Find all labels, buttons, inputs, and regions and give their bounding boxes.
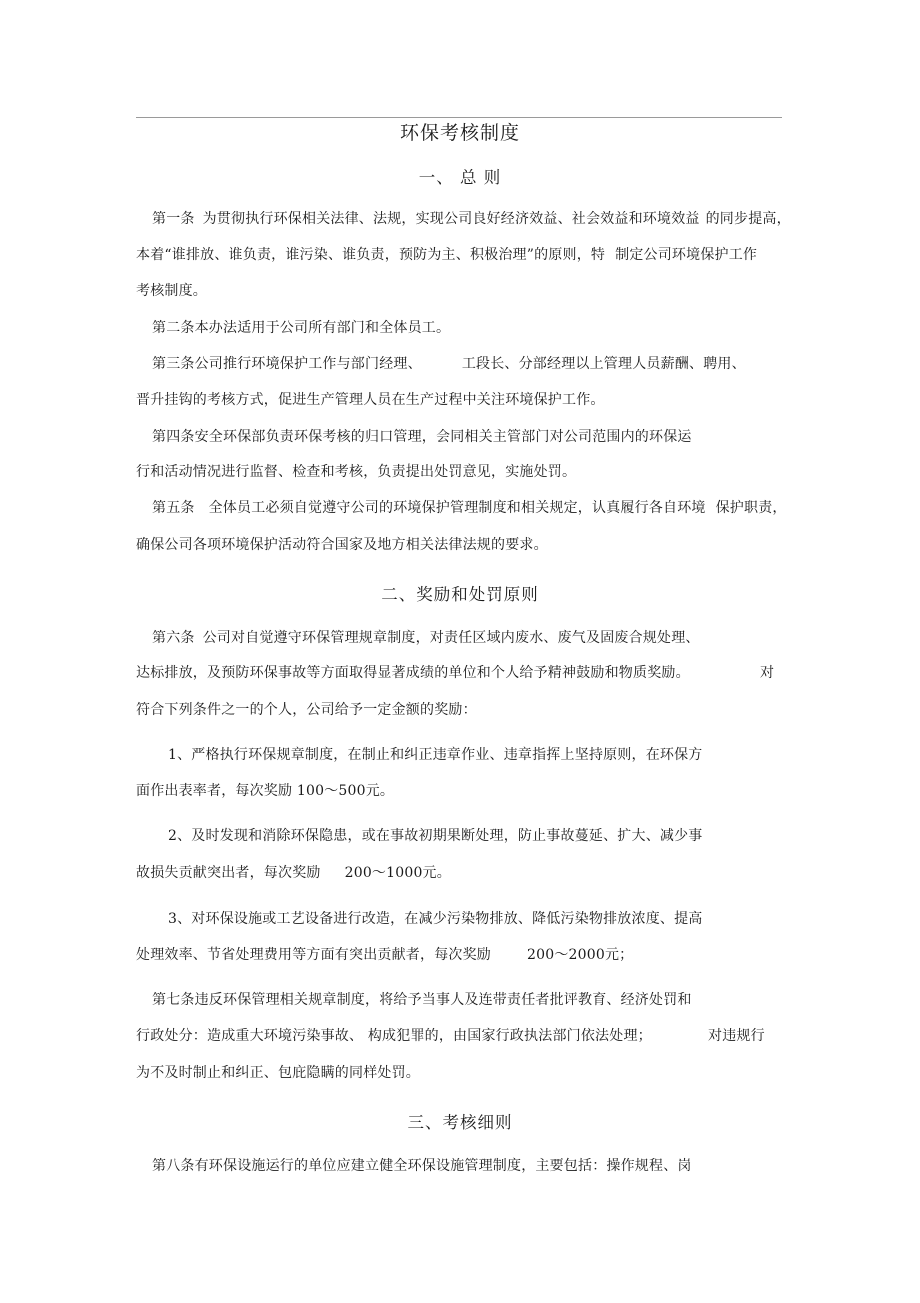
reward-item-2-text: 故损失贡献突出者，每次奖励 bbox=[136, 865, 321, 881]
document-title: 环保考核制度 bbox=[399, 122, 520, 144]
article-1-line-1 bbox=[152, 210, 791, 228]
article-5-text-b: 保护职责， bbox=[715, 500, 787, 516]
article-5-text-a: 全体员工必须自觉遵守公司的环境保护管理制度和相关规定，认真履行各自环境 bbox=[208, 500, 706, 516]
reward-item-1-line-1: 1、严格执行环保规章制度，在制止和纠正违章作业、违章指挥上坚持原则，在环保方 bbox=[168, 747, 703, 763]
section-heading-general: 一、 总 则 bbox=[418, 168, 502, 187]
reward-item-2-amount: 200～1000元。 bbox=[344, 865, 451, 881]
section-heading-assessment-rules: 三、考核细则 bbox=[407, 1113, 513, 1132]
header-rule bbox=[136, 117, 782, 118]
article-1-text-d: 制定公司环境保护工作 bbox=[615, 247, 758, 263]
article-3-line-2: 晋升挂钩的考核方式，促进生产管理人员在生产过程中关注环境保护工作。 bbox=[136, 392, 605, 408]
article-7-line-2 bbox=[136, 1027, 652, 1045]
article-1-number: 第一条 bbox=[152, 211, 195, 227]
article-6-line-2-tail: 对 bbox=[760, 665, 775, 681]
reward-item-2-line-2 bbox=[136, 864, 451, 882]
article-7-text-a: 行政处分：造成重大环境污染事故、 构成犯罪的，由国家行政执法部门依法处理； bbox=[136, 1028, 652, 1044]
reward-item-2-line-1: 2、及时发现和消除环保隐患，或在事故初期果断处理，防止事故蔓延、扩大、减少事 bbox=[168, 828, 703, 844]
article-7-line-2-tail: 对违规行 bbox=[708, 1028, 765, 1044]
article-4-line-2: 行和活动情况进行监督、检查和考核，负责提出处罚意见，实施处罚。 bbox=[136, 464, 577, 480]
article-5-line-2: 确保公司各项环境保护活动符合国家及地方相关法律法规的要求。 bbox=[136, 537, 548, 553]
article-6-number: 第六条 bbox=[152, 630, 195, 646]
article-6-text-b: 达标排放，及预防环保事故等方面取得显著成绩的单位和个人给予精神鼓励和物质奖励。 bbox=[136, 665, 690, 681]
section-heading-rewards-penalties: 二、奖励和处罚原则 bbox=[381, 585, 539, 604]
article-6-line-2 bbox=[136, 664, 690, 682]
article-1-text-b: 的同步提高， bbox=[705, 211, 791, 227]
reward-item-1-line-2: 面作出表率者，每次奖励 100～500元。 bbox=[136, 783, 395, 799]
article-3-text-a: 第三条公司推行环境保护工作与部门经理、 bbox=[152, 356, 422, 372]
article-7-line-3: 为不及时制止和纠正、包庇隐瞒的同样处罚。 bbox=[136, 1065, 420, 1081]
article-6-line-3: 符合下列条件之一的个人，公司给予一定金额的奖励： bbox=[136, 702, 477, 718]
reward-item-3-amount: 200～2000元； bbox=[527, 947, 634, 963]
article-1-text-c: 本着“谁排放、谁负责，谁污染、谁负责，预防为主、积极治理”的原则，特 bbox=[136, 247, 606, 263]
article-2-line-1: 第二条本办法适用于公司所有部门和全体员工。 bbox=[152, 320, 451, 336]
article-6-text-a: 公司对自觉遵守环保管理规章制度，对责任区域内废水、废气及固废合规处理、 bbox=[202, 630, 700, 646]
article-1-line-2 bbox=[136, 246, 757, 264]
article-6-line-1 bbox=[152, 629, 700, 647]
article-5-line-1 bbox=[152, 499, 787, 517]
article-8-line-1: 第八条有环保设施运行的单位应建立健全环保设施管理制度，主要包括：操作规程、岗 bbox=[152, 1158, 692, 1174]
reward-item-3-line-1: 3、对环保设施或工艺设备进行改造，在减少污染物排放、降低污染物排放浓度、提高 bbox=[168, 911, 703, 927]
article-4-line-1: 第四条安全环保部负责环保考核的归口管理，会同相关主管部门对公司范围内的环保运 bbox=[152, 429, 692, 445]
article-1-text-a: 为贯彻执行环保相关法律、法规，实现公司良好经济效益、社会效益和环境效益 bbox=[202, 211, 700, 227]
article-3-text-b: 工段长、分部经理以上管理人员薪酬、聘用、 bbox=[461, 356, 746, 372]
reward-item-3-line-2 bbox=[136, 946, 633, 964]
reward-item-3-text: 处理效率、节省处理费用等方面有突出贡献者，每次奖励 bbox=[136, 947, 491, 963]
article-5-number: 第五条 bbox=[152, 500, 195, 516]
article-3-line-1 bbox=[152, 355, 746, 373]
article-7-line-1: 第七条违反环保管理相关规章制度，将给予当事人及连带责任者批评教育、经济处罚和 bbox=[152, 992, 692, 1008]
article-1-line-3: 考核制度。 bbox=[136, 283, 207, 299]
